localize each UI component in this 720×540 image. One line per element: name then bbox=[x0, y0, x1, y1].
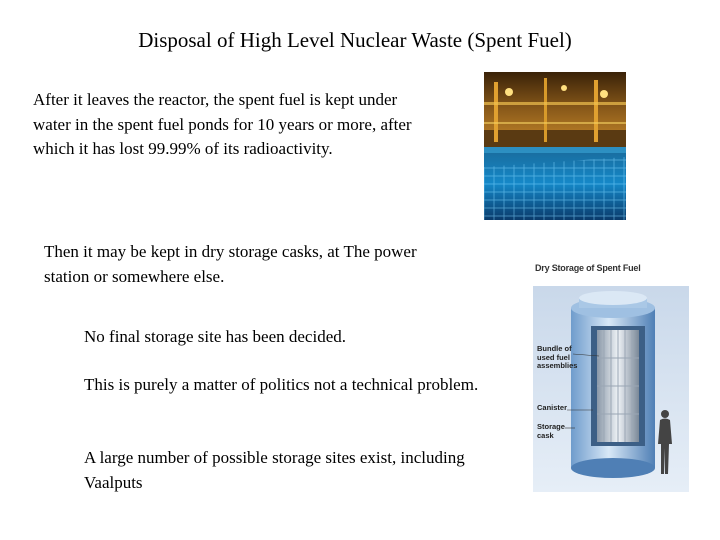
label-canister: Canister bbox=[537, 403, 568, 412]
dry-storage-cask-diagram bbox=[533, 258, 689, 492]
paragraph-politics: This is purely a matter of politics not a technical problem. bbox=[84, 375, 479, 394]
paragraph-storage-sites: A large number of possible storage sites exist, including Vaalputs bbox=[84, 448, 465, 492]
slide-title: Disposal of High Level Nuclear Waste (Spent Fuel) bbox=[138, 28, 572, 52]
storage-cask-illustration bbox=[533, 286, 689, 492]
paragraph-spent-fuel-ponds: After it leaves the reactor, the spent fuel is kept under water in the spent fuel ponds for 10 years or more, after which it has lost 99.99% of its radioactivity. bbox=[33, 90, 412, 158]
paragraph-no-final-site: No final storage site has been decided. bbox=[84, 327, 346, 346]
spent-fuel-pond-photo bbox=[484, 72, 626, 220]
label-storage-cask: Storage cask bbox=[537, 422, 565, 440]
diagram-title: Dry Storage of Spent Fuel bbox=[535, 263, 641, 273]
label-bundle: Bundle of used fuel assemblies bbox=[537, 344, 578, 370]
paragraph-dry-storage: Then it may be kept in dry storage casks, at The power station or somewhere else. bbox=[44, 242, 417, 286]
